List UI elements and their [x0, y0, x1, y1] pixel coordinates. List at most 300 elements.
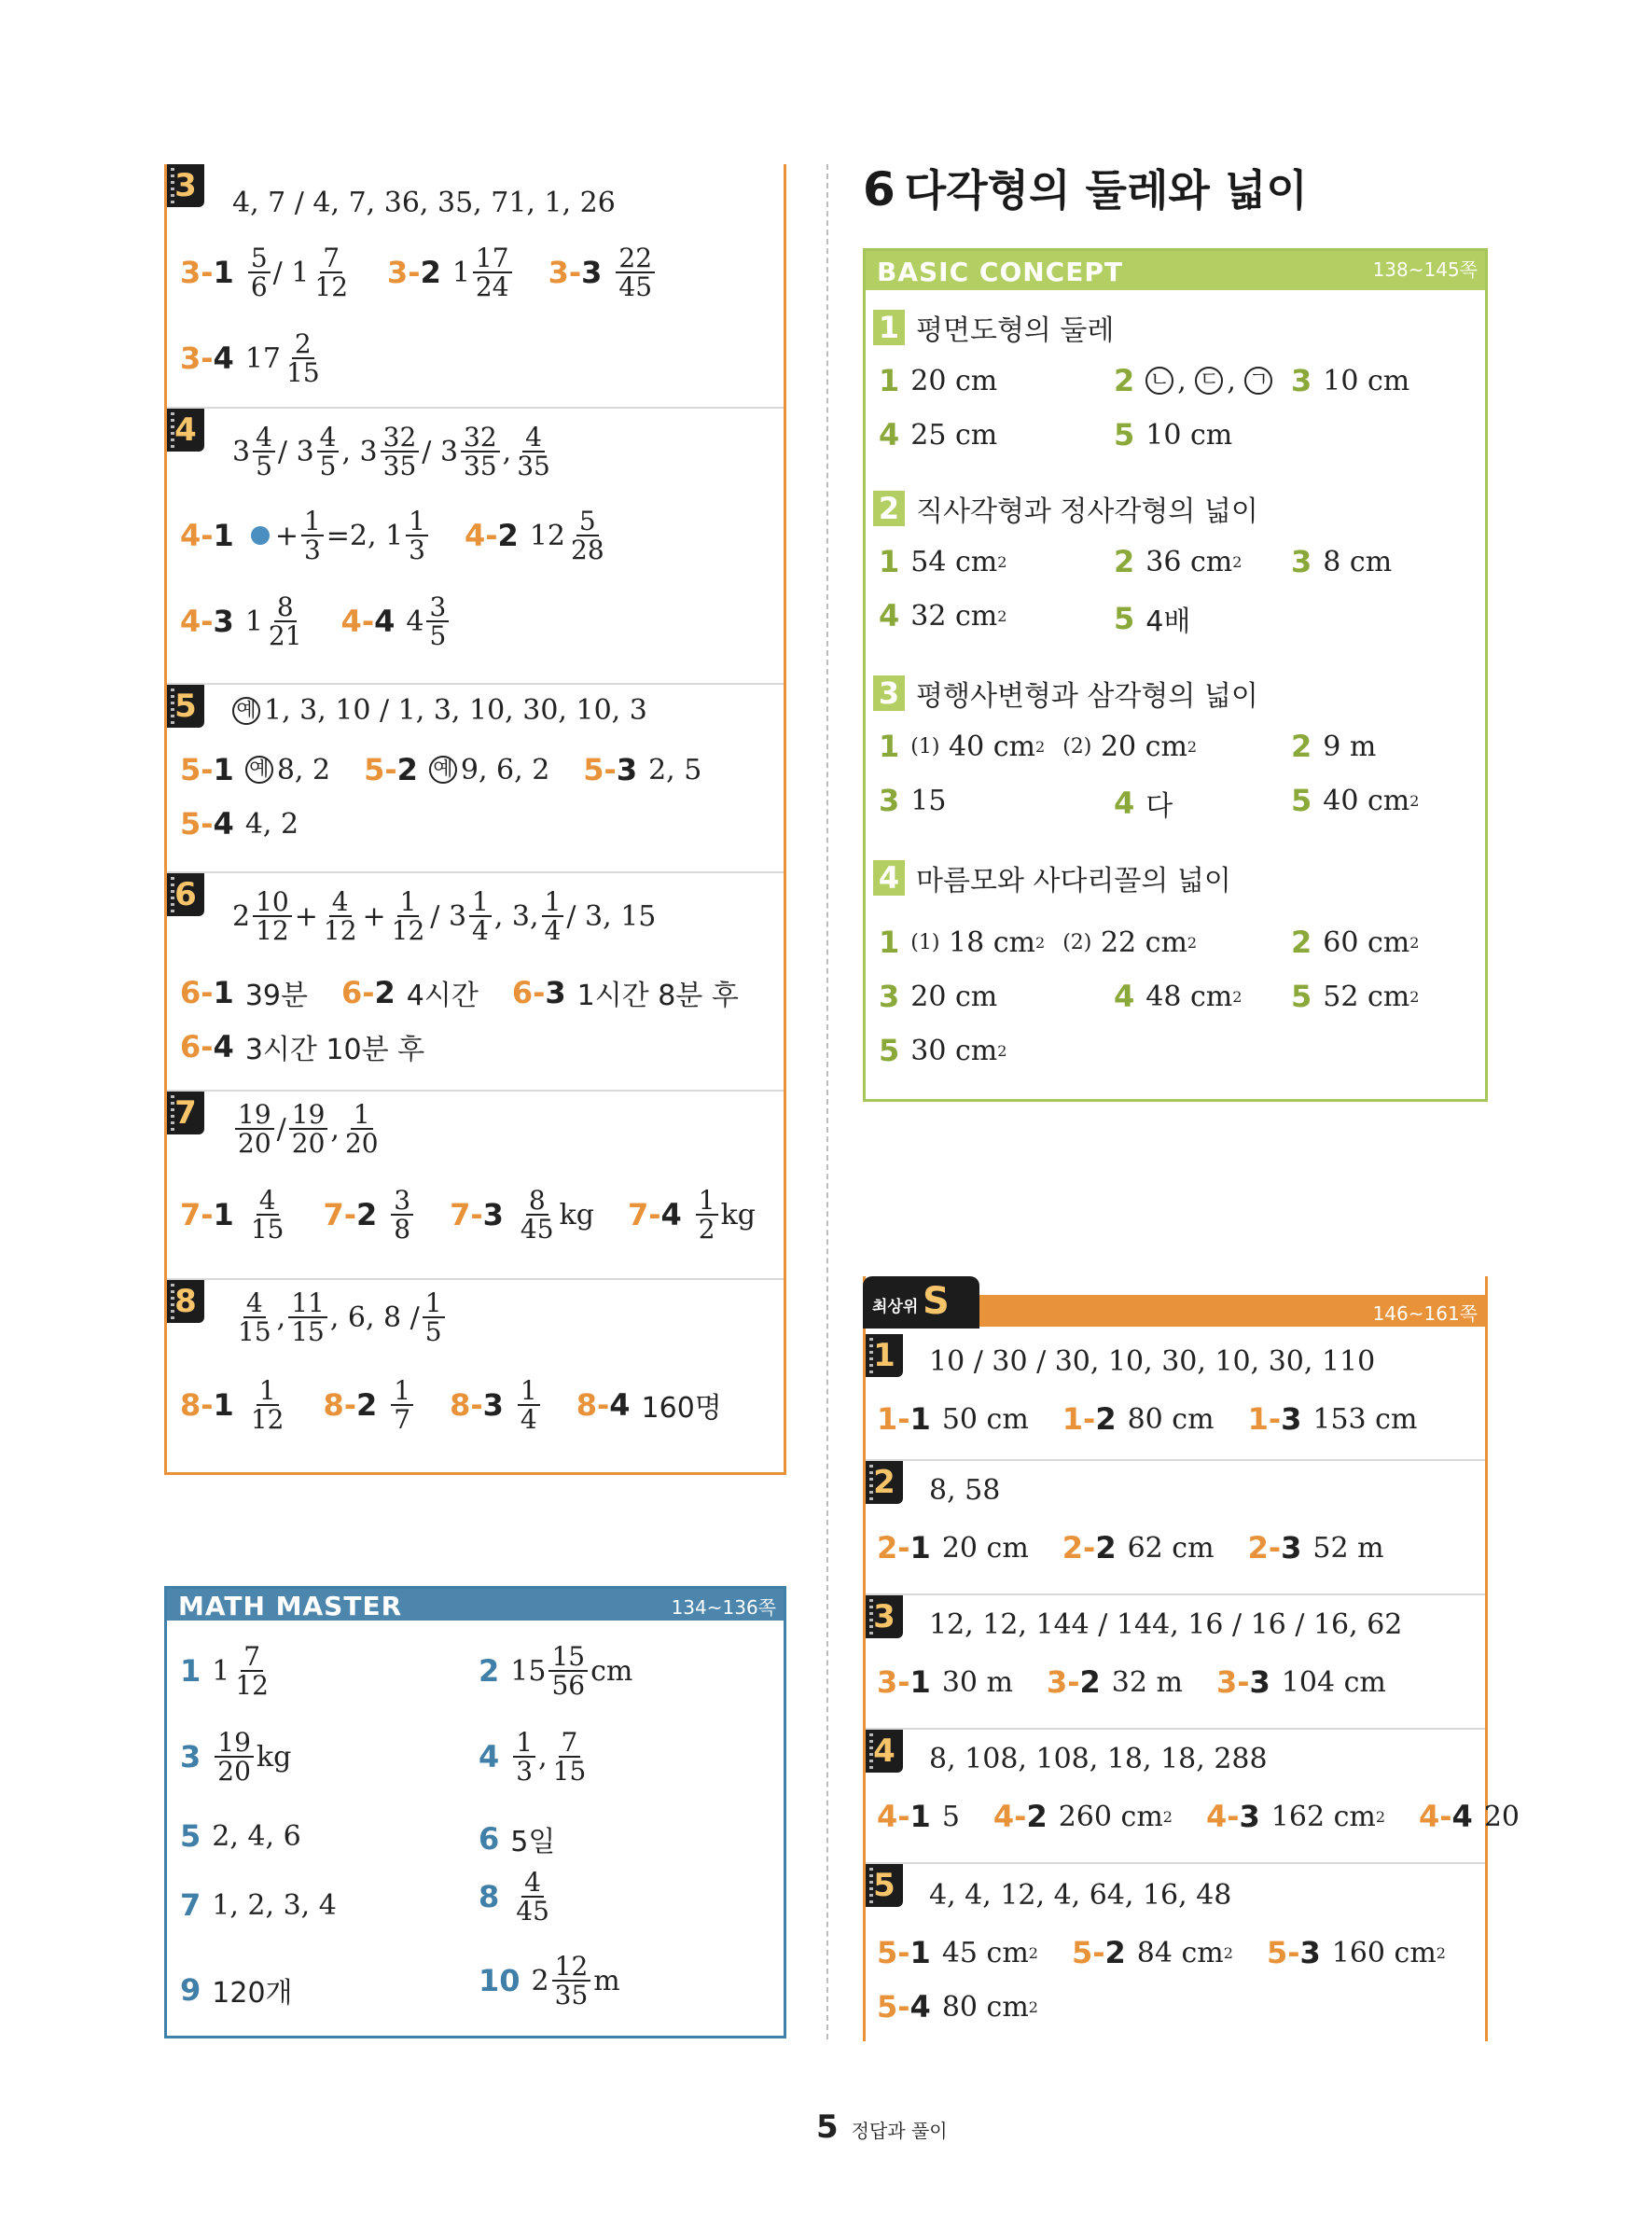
fraction — [253, 888, 292, 945]
label-num: 3 — [1281, 1530, 1302, 1565]
answer-text: 62 cm — [1127, 1531, 1215, 1565]
circled-letter: ㄱ — [1244, 367, 1272, 395]
answer-text: 160명 — [641, 1392, 722, 1426]
numerator: 4 — [329, 888, 352, 917]
answer-row — [877, 1530, 1384, 1565]
superscript: 2 — [1409, 933, 1420, 952]
label: 2- — [877, 1530, 910, 1565]
label-num: 1 — [213, 255, 234, 291]
answer-text: 52 cm — [1323, 980, 1410, 1013]
label: 3 — [1291, 544, 1312, 579]
denominator: 5 — [424, 1316, 442, 1348]
superscript: 2 — [1436, 1943, 1446, 1962]
denominator: 12 — [391, 915, 425, 947]
label-num: 1 — [909, 1401, 931, 1437]
example-mark-icon: 예 — [232, 697, 260, 725]
numerator: 17 — [473, 244, 512, 273]
answer-row — [479, 1729, 591, 1786]
label: 6- — [180, 1029, 214, 1064]
label: 7 — [180, 1887, 201, 1923]
superscript: 2 — [1028, 1997, 1038, 2016]
section-badge: 5 — [866, 1864, 903, 1907]
label-num: 2 — [497, 518, 519, 554]
topic-title: 마름모와 사다리꼴의 넓이 — [916, 865, 1231, 897]
label-num: 2 — [1095, 1530, 1117, 1565]
fraction — [235, 1289, 274, 1346]
page-range: 146~161쪽 — [1372, 1302, 1478, 1325]
logo-text: 최상위 — [872, 1298, 919, 1316]
fraction — [248, 1187, 287, 1244]
fraction — [235, 1101, 274, 1158]
answer-text: 80 cm — [941, 1990, 1029, 2024]
label-num: 1 — [909, 1530, 931, 1565]
answer-text: , 6, 8 / — [329, 1301, 420, 1334]
label: 4- — [993, 1799, 1027, 1834]
label-num: 3 — [545, 975, 566, 1010]
page-footer — [816, 2108, 948, 2146]
answer-text: / 3, 15 — [566, 899, 657, 933]
fraction — [301, 508, 324, 564]
answer-text: , — [330, 1112, 340, 1146]
answer-text: 9 m — [1323, 730, 1377, 763]
fraction — [548, 1643, 588, 1700]
circled-letter: ㄴ — [1145, 367, 1173, 395]
answer-text: 4, 7 / 4, 7, 36, 35, 71, 1, 26 — [232, 187, 616, 219]
answer-row — [180, 806, 298, 842]
label: 5- — [877, 1989, 910, 2024]
answer-text: 12 — [529, 519, 565, 552]
unit: kg — [559, 1198, 594, 1231]
answer-text: 8, 2 — [276, 753, 331, 786]
numerator: 5 — [248, 244, 271, 273]
label-num: 4 — [213, 1029, 234, 1064]
label: 6- — [340, 975, 375, 1010]
denominator: 15 — [238, 1316, 271, 1348]
answer-text: / 3 — [430, 899, 467, 933]
denominator: 15 — [291, 1316, 325, 1348]
label-num: 2 — [1026, 1799, 1048, 1834]
answer-row — [479, 1953, 620, 2010]
divider — [866, 1459, 1485, 1461]
label: 4- — [180, 604, 214, 640]
answer-text: 20 cm — [1100, 730, 1187, 763]
denominator: 12 — [323, 915, 357, 947]
answer-row — [180, 593, 451, 650]
numerator: 1 — [391, 1377, 413, 1406]
answer-row — [1114, 417, 1232, 452]
fraction — [232, 1643, 271, 1700]
footer-text: 정답과 풀이 — [851, 2120, 948, 2142]
answer-text: 50 cm — [941, 1402, 1029, 1436]
label: 3- — [1215, 1664, 1250, 1700]
label-num: 4 — [213, 806, 234, 842]
label: 3- — [1046, 1664, 1080, 1700]
answer-text: 160 cm — [1331, 1936, 1437, 1969]
label-num: 2 — [396, 752, 418, 787]
label-num: 3 — [1239, 1799, 1260, 1834]
topic-title: 직사각형과 정사각형의 넓이 — [916, 495, 1258, 528]
fraction — [215, 1729, 254, 1786]
fraction — [426, 593, 449, 650]
main-answer — [232, 888, 656, 945]
label-num: 3 — [616, 752, 638, 787]
numerator: 15 — [548, 1643, 588, 1672]
numerator: 11 — [288, 1289, 327, 1318]
label-num: 1 — [213, 1197, 234, 1233]
label: 1 — [879, 544, 900, 579]
fraction — [312, 244, 351, 301]
top-level-box — [863, 1276, 1520, 2041]
label: 5 — [1291, 783, 1312, 818]
numerator: 1 — [513, 1729, 535, 1758]
answer-row — [180, 508, 610, 564]
numerator: 1 — [696, 1187, 718, 1216]
denominator: 35 — [517, 451, 550, 482]
label: 10 — [479, 1963, 521, 1999]
answer-text: 40 cm — [948, 730, 1035, 763]
denominator: 28 — [571, 535, 604, 566]
main-answer — [929, 1743, 1268, 1775]
label: 5 — [879, 1033, 900, 1068]
answer-row — [180, 1026, 424, 1067]
answer-text: 18 cm — [948, 925, 1035, 959]
denominator: 12 — [235, 1670, 269, 1702]
section-title: BASIC CONCEPT — [877, 257, 1123, 287]
label: 1- — [877, 1401, 910, 1437]
answer-text: , 3, — [493, 899, 539, 933]
topic-heading — [873, 857, 1231, 898]
page-number: 5 — [816, 2108, 839, 2146]
label: 6 — [479, 1821, 500, 1857]
fraction — [513, 1869, 552, 1926]
answer-row — [180, 1818, 301, 1854]
label: 3- — [877, 1664, 910, 1700]
superscript: 2 — [1187, 933, 1198, 952]
fraction — [289, 1101, 328, 1158]
answer-text: 48 cm — [1145, 980, 1233, 1013]
numerator: 22 — [616, 244, 655, 273]
math-master-header — [167, 1589, 784, 1621]
label-num: 2 — [1079, 1664, 1101, 1700]
sub-label: (1) — [910, 930, 940, 954]
label-num: 1 — [213, 1387, 234, 1424]
denominator: 3 — [303, 535, 321, 566]
answer-row — [1114, 783, 1173, 824]
label-num: 1 — [909, 1799, 931, 1834]
main-answer — [232, 694, 647, 727]
section-badge: 8 — [167, 1280, 204, 1323]
denominator: 5 — [256, 451, 272, 482]
sub-label: (2) — [1062, 930, 1092, 954]
label: 3 — [180, 1739, 201, 1775]
label: 2 — [1114, 363, 1135, 398]
numerator: 7 — [241, 1643, 263, 1672]
denominator: 2 — [698, 1214, 715, 1245]
numerator: 1 — [518, 1377, 540, 1406]
section-4 — [167, 409, 784, 683]
topic-number: 2 — [873, 491, 905, 526]
answer-text: 162 cm — [1270, 1800, 1376, 1833]
label-num: 3 — [1281, 1401, 1302, 1437]
denominator: 6 — [250, 271, 268, 303]
answer-text: 다 — [1145, 790, 1173, 823]
unit: m — [593, 1964, 620, 1997]
answer-row — [879, 729, 1197, 764]
label: 4- — [1419, 1799, 1452, 1834]
numerator: 8 — [526, 1187, 548, 1216]
fraction — [391, 1377, 413, 1434]
answer-text: 1, 2, 3, 4 — [212, 1888, 337, 1922]
denominator: 15 — [250, 1214, 285, 1245]
page-range: 134~136쪽 — [671, 1596, 776, 1619]
label-num: 3 — [1249, 1664, 1270, 1700]
topic-title: 평행사변형과 삼각형의 넓이 — [916, 680, 1258, 713]
answer-text: 39분 — [244, 980, 308, 1012]
label: 3- — [180, 255, 214, 291]
answer-text: 15 — [510, 1654, 547, 1688]
answer-row — [879, 1033, 1006, 1068]
answer-text: 104 cm — [1281, 1665, 1386, 1699]
answer-row — [1114, 544, 1242, 579]
answer-row — [879, 979, 997, 1014]
label-num: 3 — [1299, 1935, 1321, 1970]
superscript: 2 — [1409, 987, 1420, 1006]
numerator: 7 — [559, 1729, 581, 1758]
label: 4 — [1114, 786, 1135, 821]
answer-text: 9, 6, 2 — [460, 753, 550, 786]
answer-text: / 3 — [422, 435, 459, 468]
basic-concept-box — [863, 248, 1488, 1102]
main-answer — [929, 1474, 1000, 1507]
example-mark-icon: 예 — [245, 756, 273, 784]
column-divider — [826, 164, 828, 2039]
denominator: 35 — [382, 451, 417, 482]
denominator: 7 — [394, 1404, 411, 1436]
label: 8- — [323, 1387, 356, 1424]
label: 5 — [1291, 979, 1312, 1014]
label: 5 — [1114, 601, 1135, 636]
fraction — [342, 1101, 382, 1158]
numerator: 32 — [461, 424, 500, 452]
chapter-number: 6 — [863, 162, 895, 216]
section-3 — [167, 164, 784, 407]
answer-text: 32 cm — [910, 599, 998, 633]
numerator: 19 — [215, 1729, 254, 1758]
denominator: 45 — [520, 1214, 554, 1245]
label: 2 — [1114, 544, 1135, 579]
fraction — [616, 244, 655, 301]
answer-row — [877, 1401, 1417, 1437]
answer-text: 2, 5 — [648, 753, 702, 786]
label: 8- — [450, 1387, 483, 1424]
denominator: 35 — [554, 1980, 589, 2011]
label: 9 — [180, 1972, 201, 2008]
denominator: 15 — [286, 357, 320, 389]
answer-row — [479, 1869, 555, 1926]
answer-text: 3시간 10분 후 — [244, 1034, 425, 1066]
answer-row — [180, 1887, 337, 1923]
answer-row — [879, 363, 997, 398]
answer-row — [1291, 363, 1409, 398]
numerator: 1 — [406, 508, 428, 536]
superscript: 2 — [1232, 987, 1242, 1006]
fraction — [321, 888, 360, 945]
label-num: 1 — [909, 1935, 931, 1970]
answer-text: 22 cm — [1100, 925, 1187, 959]
denominator: 45 — [618, 271, 653, 303]
answer-text: 40 cm — [1323, 784, 1410, 817]
answer-text: 1시간 8분 후 — [576, 980, 739, 1012]
answer-text: 8, 58 — [929, 1474, 1001, 1507]
label-num: 3 — [213, 604, 234, 640]
fraction — [381, 424, 420, 480]
answer-text: 2, 4, 6 — [212, 1819, 301, 1853]
answer-text: 20 — [1483, 1800, 1520, 1833]
answer-text: 32 m — [1111, 1665, 1183, 1699]
answer-text: 80 cm — [1127, 1402, 1215, 1436]
label: 5- — [364, 752, 397, 787]
fraction — [253, 424, 275, 480]
label-num: 2 — [356, 1197, 378, 1233]
numerator: 1 — [469, 888, 492, 917]
main-answer — [232, 187, 616, 219]
example-mark-icon: 예 — [429, 756, 457, 784]
answer-text: 5일 — [510, 1826, 556, 1858]
superscript: 2 — [1223, 1943, 1233, 1962]
fraction — [696, 1187, 718, 1244]
denominator: 12 — [256, 915, 289, 947]
numerator: 4 — [257, 1187, 279, 1216]
superscript: 2 — [1034, 737, 1046, 756]
label: 5 — [1114, 417, 1135, 452]
answer-text: 20 cm — [910, 980, 998, 1013]
answer-row — [1291, 783, 1419, 818]
unit: cm — [590, 1654, 633, 1688]
answer-text: 1, 3, 10 / 1, 3, 10, 30, 10, 3 — [264, 694, 647, 727]
label: 5- — [180, 806, 214, 842]
superscript: 2 — [1034, 933, 1046, 952]
label: 5- — [1071, 1935, 1105, 1970]
numerator: 1 — [301, 508, 324, 536]
label: 3 — [1291, 363, 1312, 398]
logo-s-icon: S — [923, 1280, 950, 1323]
answer-row — [180, 1729, 291, 1786]
sub-label: (1) — [910, 734, 940, 758]
label: 6- — [511, 975, 546, 1010]
numerator: 1 — [423, 1289, 445, 1318]
answer-text: , — [502, 435, 512, 468]
fraction — [248, 1377, 287, 1434]
denominator: 45 — [516, 1896, 549, 1927]
answer-text: 260 cm — [1058, 1800, 1163, 1833]
label: 3- — [548, 255, 582, 291]
answer-row — [879, 783, 946, 818]
numerator: 3 — [426, 593, 449, 622]
answer-text: / 3 — [277, 435, 314, 468]
denominator: 5 — [319, 451, 337, 482]
section-badge: 7 — [167, 1092, 204, 1134]
section-badge: 5 — [167, 685, 204, 728]
answer-row — [180, 1969, 293, 2010]
fraction — [248, 244, 271, 301]
answer-row — [180, 330, 326, 387]
label: 7- — [450, 1197, 483, 1233]
answer-row — [180, 972, 739, 1013]
numerator: 5 — [576, 508, 599, 536]
label: 1 — [180, 1653, 201, 1690]
fraction — [461, 424, 500, 480]
label: 4 — [1114, 979, 1135, 1014]
answer-text: 20 cm — [910, 364, 998, 397]
answer-text: 4, 4, 12, 4, 64, 16, 48 — [929, 1879, 1232, 1912]
answer-text: + — [274, 519, 298, 552]
answer-row — [879, 598, 1006, 633]
main-answer — [929, 1608, 1402, 1641]
unit: kg — [256, 1740, 292, 1774]
main-answer — [929, 1879, 1231, 1912]
label-num: 4 — [1451, 1799, 1473, 1834]
answer-text: 4 — [406, 605, 424, 638]
answer-row — [879, 544, 1006, 579]
label: 2 — [1291, 729, 1312, 764]
numerator: 10 — [253, 888, 292, 917]
denominator: 12 — [314, 271, 349, 303]
denominator: 21 — [268, 620, 302, 652]
label: 5- — [583, 752, 617, 787]
main-answer — [232, 1289, 448, 1346]
label: 2 — [479, 1653, 500, 1690]
label: 3- — [387, 255, 421, 291]
answer-text: 30 cm — [910, 1034, 998, 1067]
answer-text: 3 — [232, 435, 251, 468]
label-num: 1 — [213, 752, 234, 787]
answer-row — [479, 1643, 632, 1700]
label: 6- — [180, 975, 214, 1010]
main-answer — [232, 424, 556, 480]
numerator: 4 — [521, 1869, 544, 1898]
label: 8- — [576, 1387, 610, 1424]
answer-text: 60 cm — [1323, 925, 1410, 959]
label: 2- — [1062, 1530, 1096, 1565]
answer-row — [879, 925, 1197, 960]
answer-row — [180, 1187, 756, 1244]
superscript: 2 — [1028, 1943, 1038, 1962]
answer-text: 2 — [531, 1964, 549, 1997]
numerator: 8 — [274, 593, 297, 622]
numerator: 19 — [289, 1101, 328, 1130]
denominator: 35 — [464, 451, 497, 482]
fraction — [284, 330, 323, 387]
topic-title: 평면도형의 둘레 — [916, 314, 1115, 347]
main-answer — [232, 1101, 384, 1158]
label-num: 3 — [482, 1197, 504, 1233]
answer-row — [180, 1377, 722, 1434]
section-8 — [167, 1280, 784, 1467]
denominator: 3 — [516, 1756, 534, 1788]
numerator: 1 — [257, 1377, 279, 1406]
denominator: 5 — [429, 620, 447, 652]
numerator: 19 — [235, 1101, 274, 1130]
answer-row — [877, 1935, 1446, 1970]
superscript: 2 — [997, 552, 1007, 571]
math-master-box — [164, 1586, 786, 2038]
answer-text: 10 / 30 / 30, 10, 30, 10, 30, 110 — [929, 1345, 1376, 1378]
answer-text: / 1 — [272, 256, 310, 289]
answer-text: 17 — [244, 341, 281, 375]
answer-text: 2 — [232, 899, 251, 933]
answer-text: 10 cm — [1145, 418, 1233, 452]
topic-heading — [873, 307, 1114, 348]
